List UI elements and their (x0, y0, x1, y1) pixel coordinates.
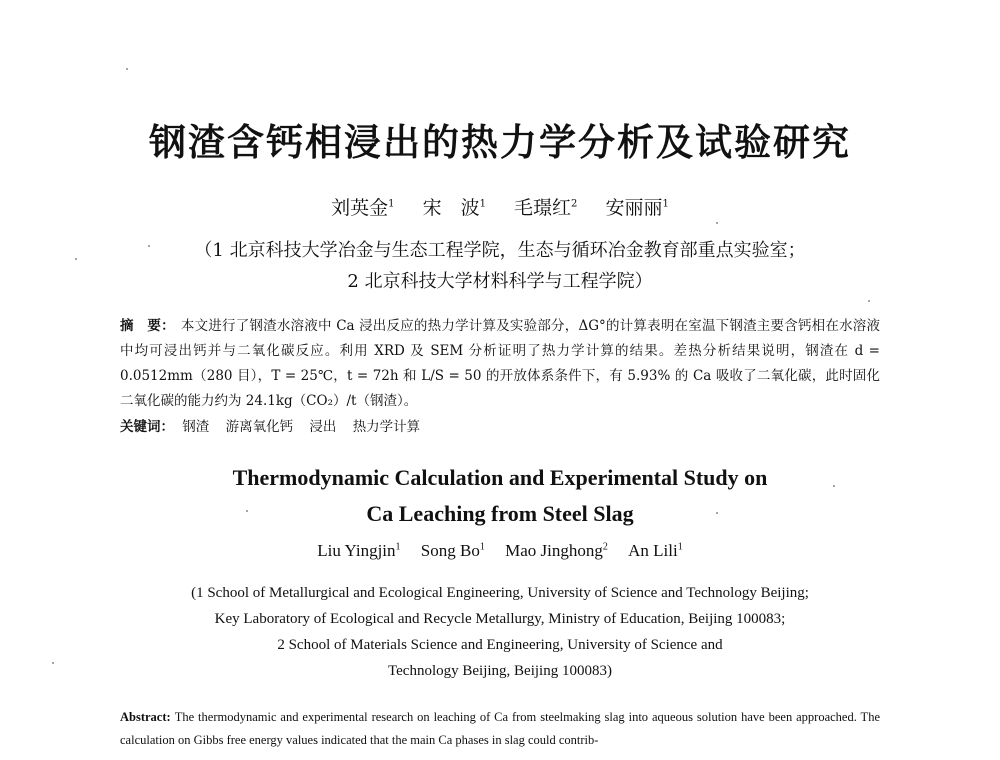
author: 宋 波$^1$ (422, 197, 486, 219)
keyword: 浸出 (309, 419, 337, 435)
english-affiliation (0, 580, 1000, 684)
author: 毛璟红$^2$ (514, 197, 578, 219)
abstract-text: 本文进行了钢渣水溶液中 Ca 浸出反应的热力学计算及实验部分，ΔG°的计算表明在室温下钢渣主要含钙相在水溶液中均可浸出钙并与二氧化碳反应。利用 XRD 及 SEM 分析证明了热力学计算的结果。差热分析结果说明，钢渣在 d = 0.0512mm（280 目），T = 25℃，t = 72h 和 L/S = 50 的开放体系条件下，有 5.93% 的 Ca 吸收了二氧化碳，此时固化二氧化碳的能力约为 24.1kg（CO₂）/t（钢渣）。 (120, 318, 881, 409)
chinese-title: 钢渣含钙相浸出的热力学分析及试验研究 (149, 120, 851, 164)
abstract-text: The thermodynamic and experimental research on leaching of Ca from steelmaking slag into aqueous solution have been approached. The calculation on Gibbs free energy values indicated that the main Ca phases in slag could contrib- (120, 710, 880, 747)
chinese-abstract (120, 314, 880, 414)
author: 安丽丽$^1$ (605, 197, 669, 219)
abstract-label: 摘 要： (120, 318, 175, 334)
affiliation-line: Technology Beijing, Beijing 100083) (388, 663, 612, 679)
affiliation-line: （1 北京科技大学冶金与生态工程学院，生态与循环冶金教育部重点实验室； (194, 240, 806, 261)
affiliation-line: (1 School of Metallurgical and Ecological Engineering, University of Science and Technology Beijing; (191, 585, 809, 601)
abstract-label: Abstract: (120, 710, 171, 724)
english-title (0, 460, 1000, 532)
author: Mao Jinghong$^2$ (505, 541, 608, 560)
title-line: Thermodynamic Calculation and Experimental Study on (232, 465, 768, 490)
chinese-authors (0, 193, 1000, 220)
author: Song Bo$^1$ (420, 541, 485, 560)
chinese-keywords (120, 415, 880, 435)
author: 刘英金$^1$ (331, 197, 395, 219)
affiliation-line: Key Laboratory of Ecological and Recycle Metallurgy, Ministry of Education, Beijing 100083; (214, 611, 786, 627)
scan-speck (868, 300, 870, 302)
english-authors (0, 541, 1000, 561)
author: Liu Yingjin$^1$ (317, 541, 401, 560)
keywords-label: 关键词： (120, 419, 174, 435)
keyword: 游离氧化钙 (225, 419, 294, 435)
scan-speck (716, 222, 718, 224)
scan-speck (126, 68, 128, 70)
keyword: 热力学计算 (352, 419, 421, 435)
english-abstract (120, 706, 880, 752)
title-line: Ca Leaching from Steel Slag (366, 501, 634, 526)
keyword: 钢渣 (182, 419, 210, 435)
author: An Lili$^1$ (628, 541, 683, 560)
affiliation-line: 2 北京科技大学材料科学与工程学院） (347, 271, 653, 292)
chinese-affiliation (0, 235, 1000, 297)
affiliation-line: 2 School of Materials Science and Engineering, University of Science and (277, 637, 723, 653)
